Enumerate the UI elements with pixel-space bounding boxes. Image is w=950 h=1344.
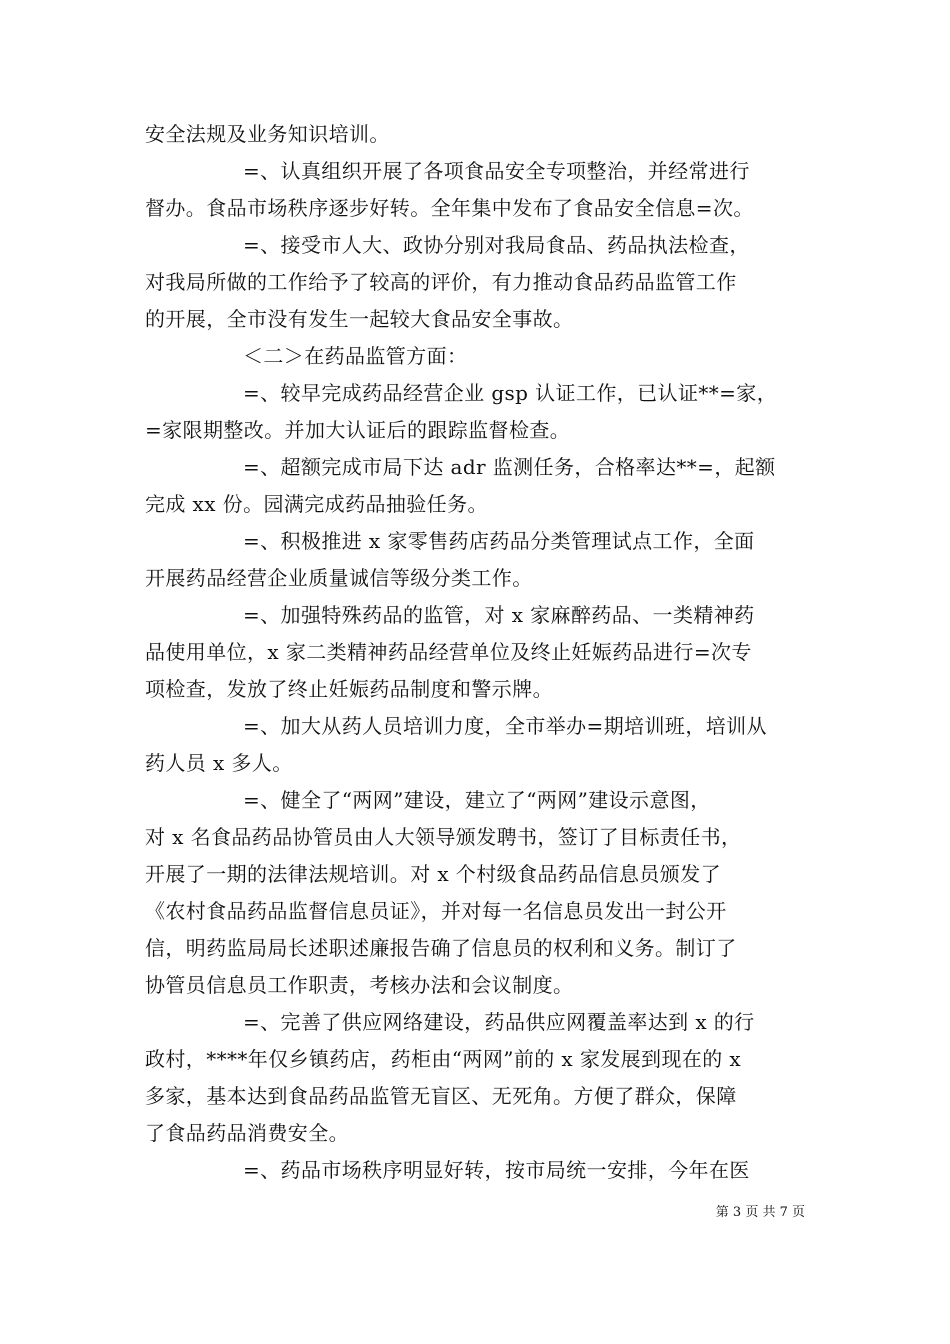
text-line: 安全法规及业务知识培训。	[145, 122, 390, 146]
text-line: 项检查，发放了终止妊娠药品制度和警示牌。	[145, 677, 553, 701]
text-line: 多家，基本达到食品药品监管无盲区、无死角。方便了群众，保障	[145, 1084, 737, 1108]
text-line: 信，明药监局局长述职述廉报告确了信息员的权利和义务。制订了	[145, 936, 737, 960]
text-line: 对我局所做的工作给予了较高的评价，有力推动食品药品监管工作	[145, 270, 737, 294]
text-line: 开展了一期的法律法规培训。对 x 个村级食品药品信息员颁发了	[145, 862, 721, 886]
text-line: 《农村食品药品监督信息员证》，并对每一名信息员发出一封公开	[145, 899, 727, 923]
text-line: =、完善了供应网络建设，药品供应网覆盖率达到 x 的行	[243, 1010, 755, 1034]
text-line: =、较早完成药品经营企业 gsp 认证工作，已认证**=家，	[243, 381, 778, 405]
document-body	[145, 116, 807, 1189]
text-line: =、健全了“两网”建设，建立了“两网”建设示意图，	[243, 788, 711, 812]
text-line: 了食品药品消费安全。	[145, 1121, 349, 1145]
text-line: 对 x 名食品药品协管员由人大领导颁发聘书，签订了目标责任书，	[145, 825, 742, 849]
text-line: ＜二＞在药品监管方面：	[243, 344, 468, 368]
text-line: 督办。食品市场秩序逐步好转。全年集中发布了食品安全信息=次。	[145, 196, 754, 220]
text-line: =、超额完成市局下达 adr 监测任务，合格率达**=，起额	[243, 455, 776, 479]
text-line: =、接受市人大、政协分别对我局食品、药品执法检查，	[243, 233, 750, 257]
text-line: 药人员 x 多人。	[145, 751, 293, 775]
text-line: 协管员信息员工作职责，考核办法和会议制度。	[145, 973, 574, 997]
text-line: 开展药品经营企业质量诚信等级分类工作。	[145, 566, 533, 590]
text-line: 的开展，全市没有发生一起较大食品安全事故。	[145, 307, 574, 331]
page-footer: 第 3 页 共 7 页	[715, 1205, 805, 1220]
text-line: =、认真组织开展了各项食品安全专项整治，并经常进行	[243, 159, 750, 183]
text-line: 品使用单位，x 家二类精神药品经营单位及终止妊娠药品进行=次专	[145, 640, 752, 664]
text-line: 政村，****年仅乡镇药店，药柜由“两网”前的 x 家发展到现在的 x	[145, 1047, 742, 1071]
text-line: 完成 xx 份。园满完成药品抽验任务。	[145, 492, 488, 516]
text-line: =家限期整改。并加大认证后的跟踪监督检查。	[145, 418, 571, 442]
text-line: =、加强特殊药品的监管，对 x 家麻醉药品、一类精神药	[243, 603, 755, 627]
text-line: =、药品市场秩序明显好转，按市局统一安排，今年在医	[243, 1158, 750, 1182]
text-line: =、积极推进 x 家零售药店药品分类管理试点工作，全面	[243, 529, 755, 553]
text-line: =、加大从药人员培训力度，全市举办=期培训班，培训从	[243, 714, 767, 738]
